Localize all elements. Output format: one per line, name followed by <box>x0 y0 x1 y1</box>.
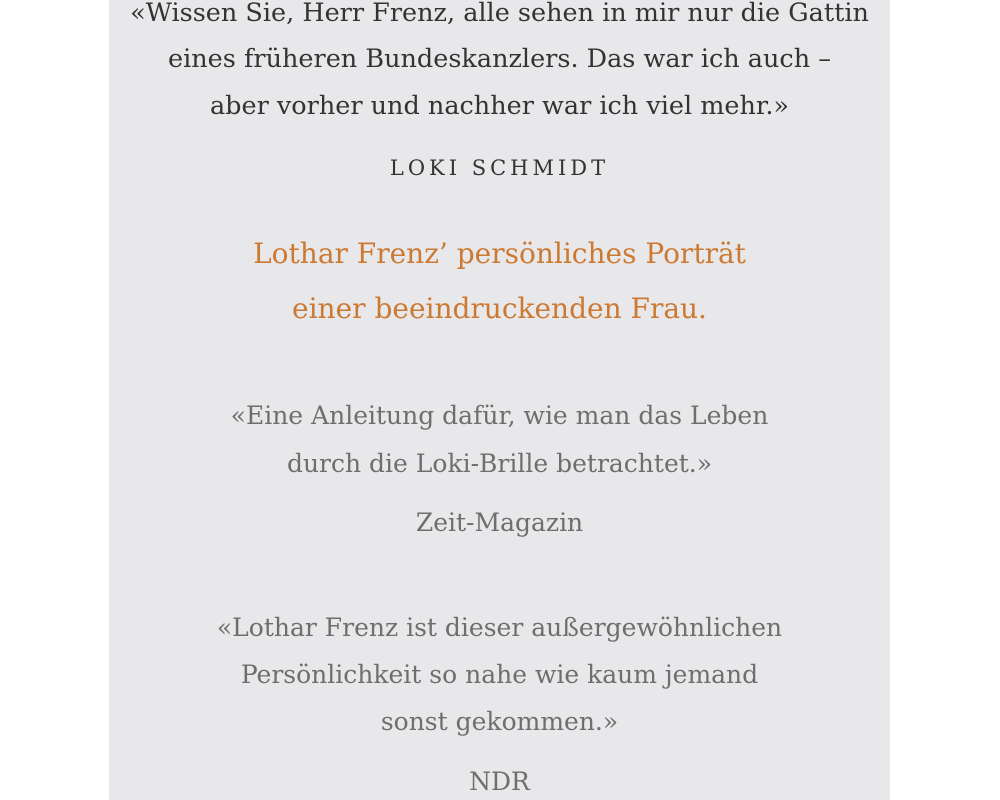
review-line: Persönlichkeit so nahe wie kaum jemand <box>240 660 759 689</box>
headline-line: einer beeindruckenden Frau. <box>292 292 707 325</box>
review-source: NDR <box>469 767 530 796</box>
quote-line: aber vorher und nachher war ich viel mehr.» <box>209 91 790 121</box>
quote-line: «Wissen Sie, Herr Frenz, alle sehen in mir nur die Gattin <box>130 0 869 28</box>
headline-line: Lothar Frenz’ persönliches Porträt <box>253 237 746 270</box>
review-line: «Eine Anleitung dafür, wie man das Leben <box>230 401 769 430</box>
quote-line: eines früheren Bundeskanzlers. Das war ich auch – <box>168 44 831 74</box>
book-back-cover <box>109 0 890 800</box>
review-line: durch die Loki-Brille betrachtet.» <box>286 449 713 478</box>
review-line: «Lothar Frenz ist dieser außergewöhnlichen <box>216 613 783 642</box>
review-source: Zeit-Magazin <box>415 508 584 537</box>
quote-author: LOKI SCHMIDT <box>389 156 610 180</box>
review-line: sonst gekommen.» <box>380 707 619 736</box>
